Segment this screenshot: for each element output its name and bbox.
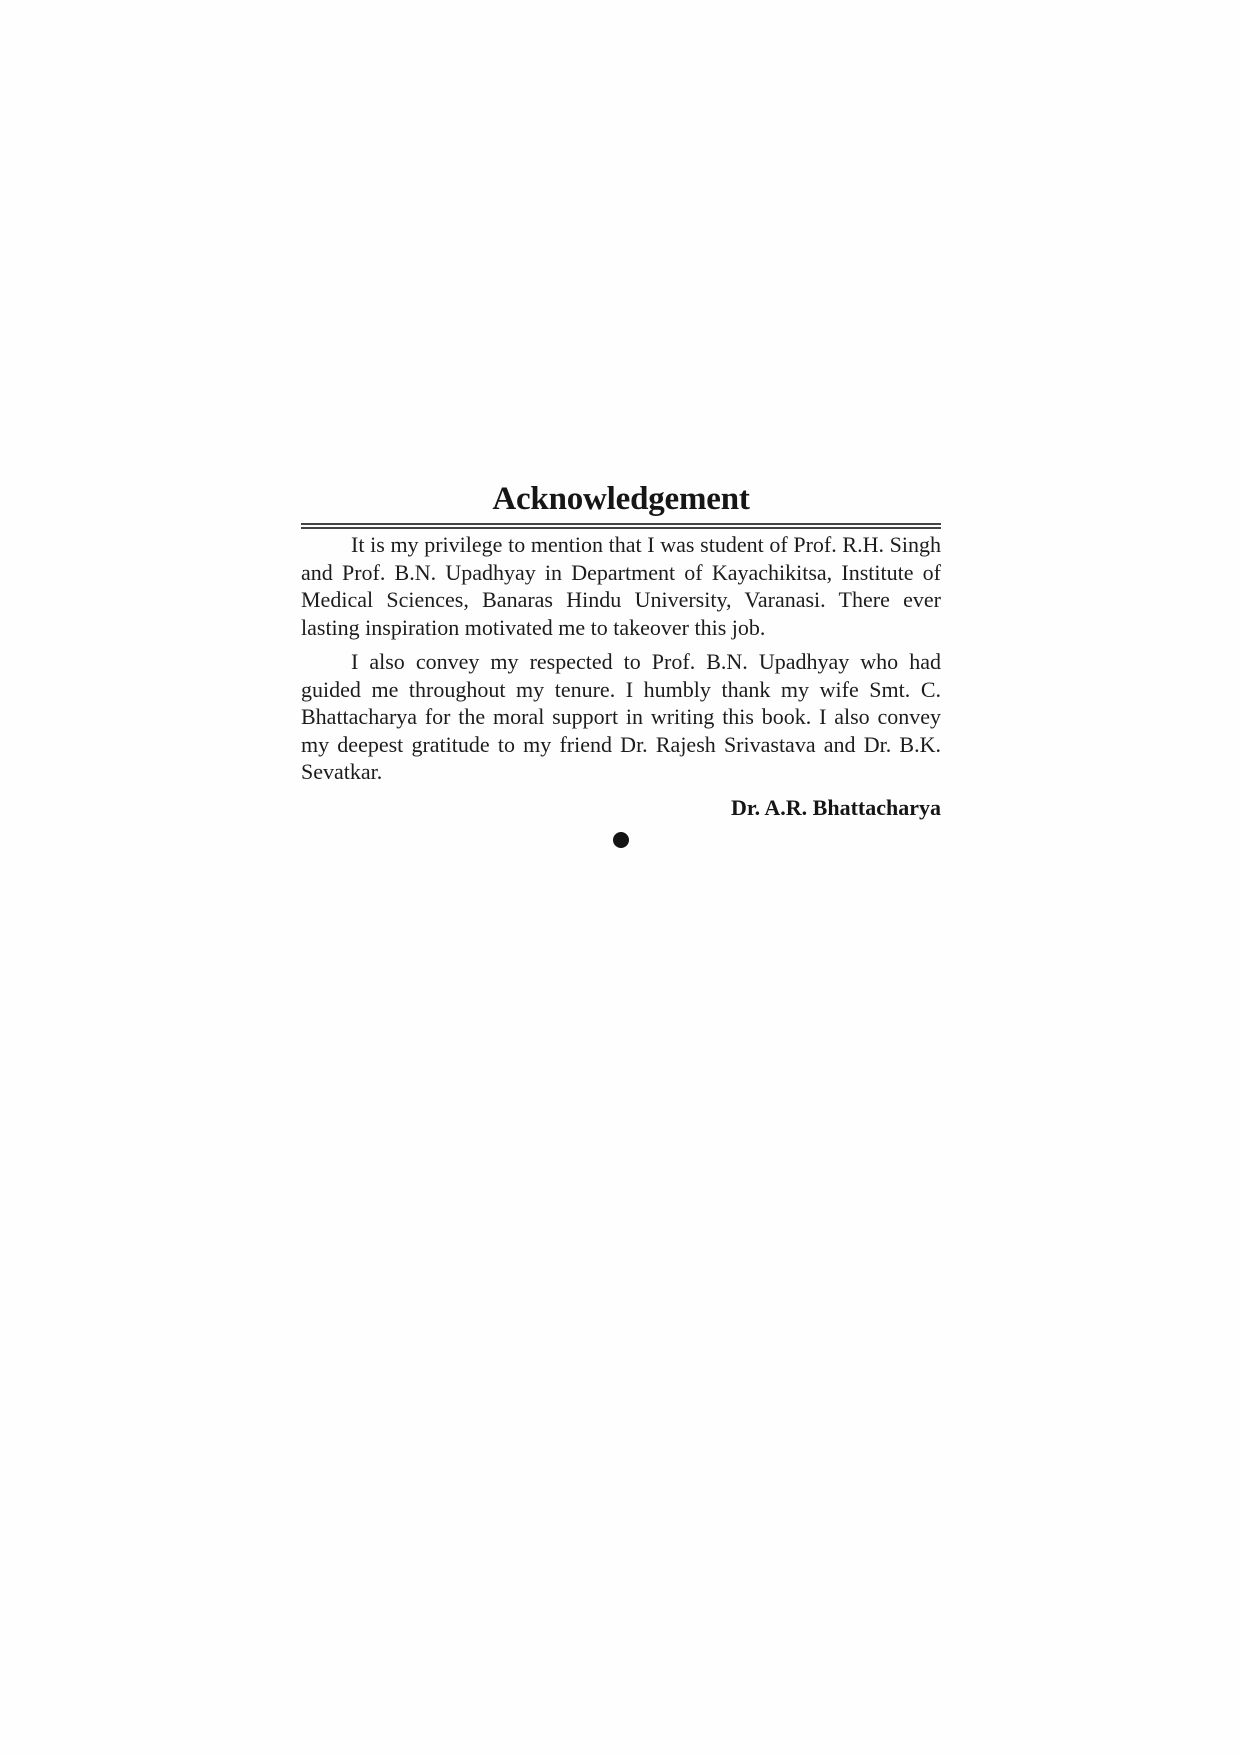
paragraph-2: I also convey my respected to Prof. B.N. Upadhyay who had guided me throughout my tenure. I humbly thank my wife Smt. C. Bhattacharya for the moral support in writing this book. I also convey my deepest gratitude to my friend Dr. Rajesh Srivastava and Dr. B.K. Sevatkar. [301, 649, 941, 784]
paragraph-1: It is my privilege to mention that I was student of Prof. R.H. Singh and Prof. B.N. Upadhyay in Department of Kayachikitsa, Institute of Medical Sciences, Banaras Hindu University, Varanasi. There ever lasting inspiration motivated me to takeover this job. [301, 532, 941, 640]
page-title: Acknowledgement [492, 481, 750, 517]
author-signature: Dr. A.R. Bhattacharya [730, 794, 941, 820]
title-double-rule [301, 523, 941, 529]
bullet-end-mark-icon [613, 832, 629, 848]
text-column [301, 478, 941, 822]
